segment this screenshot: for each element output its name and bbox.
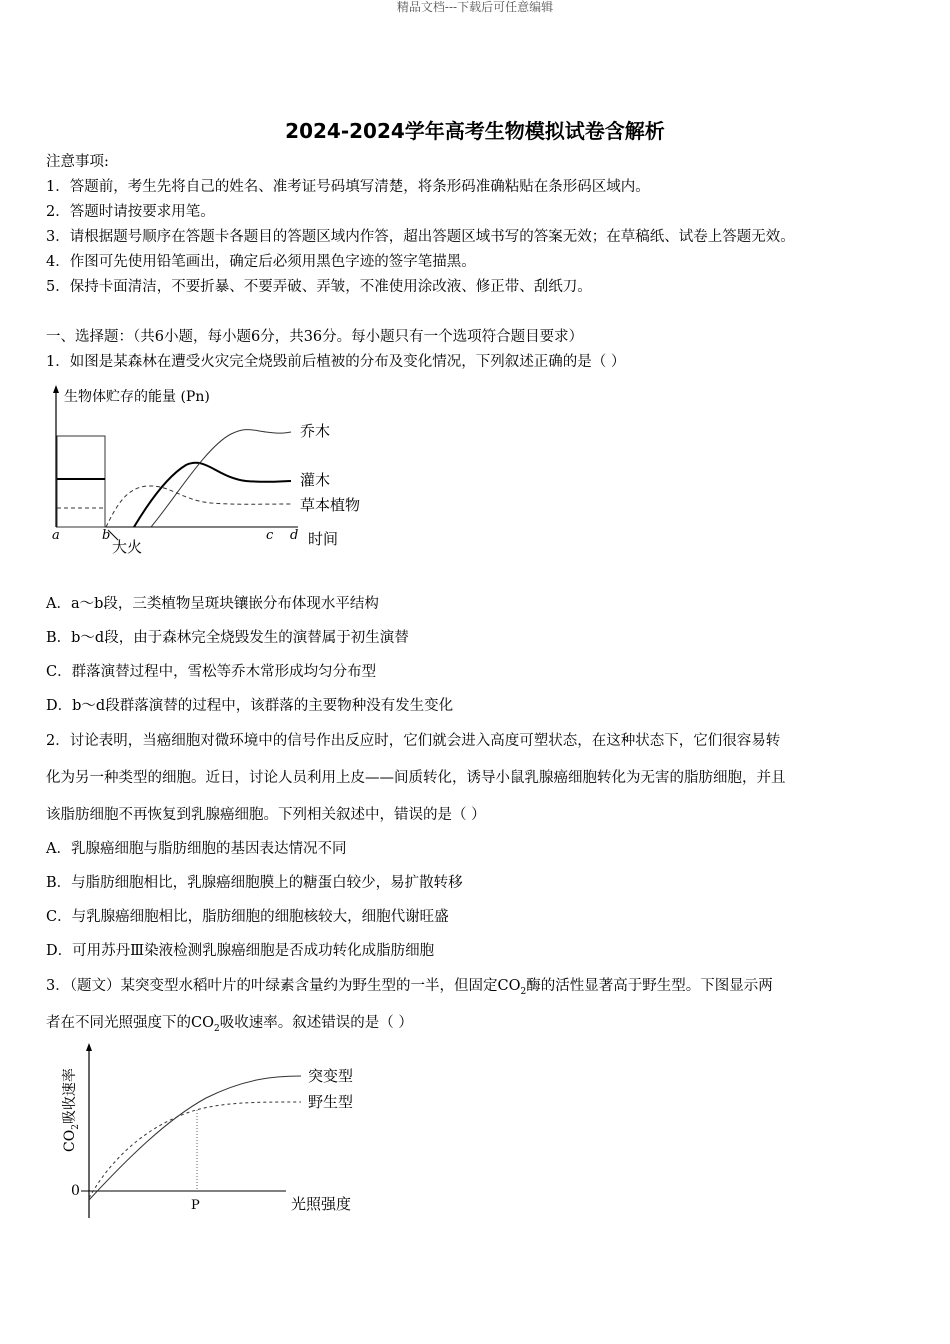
- q3-figure: [46, 1040, 376, 1225]
- q2-stem-line: 化为另一种类型的细胞。近日，讨论人员利用上皮——间质转化，诱导小鼠乳腺癌细胞转化为无害的脂肪细胞，并且: [46, 770, 786, 786]
- q2-option-d: D．可用苏丹Ⅲ染液检测乳腺癌细胞是否成功转化成脂肪细胞: [46, 943, 435, 959]
- q1-xlabel: 时间: [308, 530, 339, 548]
- q3-stem-line: 3．（题文）某突变型水稻叶片的叶绿素含量约为野生型的一半，但固定$CO_2$酶的活性显著高于野生型。下图显示两: [46, 978, 773, 997]
- note-item: 4．作图可先使用铅笔画出，确定后必须用黑色字迹的签字笔描黑。: [46, 254, 476, 270]
- q2-option-c: C．与乳腺癌细胞相比，脂肪细胞的细胞核较大，细胞代谢旺盛: [46, 909, 449, 925]
- q3-ylabel: $CO_2$吸收速率: [62, 1068, 81, 1152]
- q1-stem: 1．如图是某森林在遭受火灾完全烧毁前后植被的分布及变化情况，下列叙述正确的是（ ）: [46, 354, 626, 370]
- q3-p-mark: P: [191, 1198, 200, 1213]
- q1-tick-c: c: [266, 528, 274, 543]
- q3-series-mutant: 突变型: [308, 1067, 354, 1085]
- q1-tick-b: b: [102, 528, 111, 543]
- q1-ylabel: 生物体贮存的能量 (Pn): [64, 389, 210, 405]
- q2-stem-line: 该脂肪细胞不再恢复到乳腺癌细胞。下列相关叙述中，错误的是（ ）: [46, 807, 486, 823]
- q3-xlabel: 光照强度: [291, 1195, 352, 1213]
- q1-fire-label: 大火: [112, 538, 143, 554]
- q1-option-b: B．b～d段，由于森林完全烧毁发生的演替属于初生演替: [46, 630, 409, 646]
- q2-stem-line: 2．讨论表明，当癌细胞对微环境中的信号作出反应时，它们就会进入高度可塑状态，在这种状态下，它们很容易转: [46, 733, 781, 749]
- q1-tick-a: a: [52, 528, 60, 543]
- section-heading: 一、选择题：（共6小题，每小题6分，共36分。每小题只有一个选项符合题目要求）: [46, 329, 584, 345]
- q1-option-d: D．b～d段群落演替的过程中，该群落的主要物种没有发生变化: [46, 698, 454, 714]
- q1-option-a: A．a～b段，三类植物呈斑块镶嵌分布体现水平结构: [46, 596, 379, 612]
- note-item: 5．保持卡面清洁，不要折暴、不要弄破、弄皱，不准使用涂改液、修正带、刮纸刀。: [46, 279, 592, 295]
- notes-heading: 注意事项:: [46, 154, 109, 170]
- q3-stem-line: 者在不同光照强度下的$CO_2$吸收速率。叙述错误的是（ ）: [46, 1015, 413, 1034]
- page-header: 精品文档---下载后可任意编辑: [396, 0, 554, 14]
- note-item: 1．答题前，考生先将自己的姓名、准考证号码填写清楚，将条形码准确粘贴在条形码区域内。: [46, 179, 650, 195]
- q1-series-herb: 草本植物: [300, 496, 361, 514]
- q1-series-tree: 乔木: [300, 422, 331, 440]
- q1-series-shrub: 灌木: [300, 471, 331, 489]
- q1-figure: [46, 382, 376, 554]
- note-item: 2．答题时请按要求用笔。: [46, 204, 215, 220]
- page-title: 2024-2024学年高考生物模拟试卷含解析: [285, 119, 665, 143]
- q2-option-a: A．乳腺癌细胞与脂肪细胞的基因表达情况不同: [46, 841, 347, 857]
- q3-origin: 0: [71, 1183, 80, 1199]
- q2-option-b: B．与脂肪细胞相比，乳腺癌细胞膜上的糖蛋白较少，易扩散转移: [46, 875, 463, 891]
- q1-option-c: C．群落演替过程中，雪松等乔木常形成均匀分布型: [46, 664, 377, 680]
- q3-series-wild: 野生型: [308, 1093, 354, 1111]
- q1-tick-d: d: [290, 528, 299, 543]
- note-item: 3．请根据题号顺序在答题卡各题目的答题区域内作答，超出答题区域书写的答案无效；在草稿纸、试卷上答题无效。: [46, 229, 795, 245]
